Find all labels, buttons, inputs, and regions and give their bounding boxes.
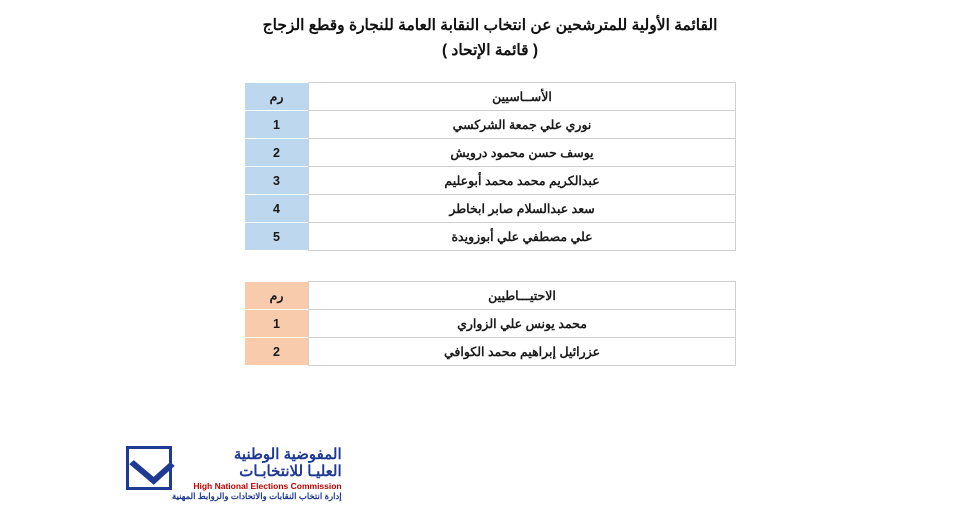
table-row bbox=[245, 223, 736, 251]
column-header-number: رم bbox=[245, 83, 309, 111]
candidate-number: 2 bbox=[245, 139, 309, 167]
commission-logo bbox=[118, 446, 418, 502]
candidate-name: عبدالكريم محمد محمد أبوعليم bbox=[309, 167, 736, 195]
title-secondary: ( قائمة الإتحاد ) bbox=[441, 42, 539, 60]
table-row bbox=[245, 167, 736, 195]
table-row bbox=[245, 139, 736, 167]
table-spacer bbox=[0, 251, 980, 281]
candidate-number: 3 bbox=[245, 167, 309, 195]
table-row bbox=[245, 111, 736, 139]
reserve-candidates-table bbox=[244, 281, 736, 366]
logo-text-block bbox=[172, 446, 342, 502]
table-row bbox=[245, 338, 736, 366]
candidate-number: 4 bbox=[245, 195, 309, 223]
candidate-number: 2 bbox=[245, 338, 309, 366]
tables-container bbox=[0, 82, 980, 366]
table-row bbox=[245, 195, 736, 223]
candidate-name: محمد يونس علي الزواري bbox=[309, 310, 736, 338]
logo-english-line: High National Elections Commission bbox=[193, 480, 342, 491]
page-title bbox=[0, 14, 980, 64]
candidate-name: علي مصطفي علي أبوزويدة bbox=[309, 223, 736, 251]
column-header-name: الأســاسيين bbox=[309, 83, 736, 111]
column-header-name: الاحتيـــاطيين bbox=[309, 282, 736, 310]
table-header-row bbox=[245, 83, 736, 111]
check-stroke-icon bbox=[129, 446, 175, 485]
candidate-number: 1 bbox=[245, 111, 309, 139]
logo-arabic-line-3: إدارة انتخاب النقابات والاتحادات والروابط المهنية bbox=[172, 491, 342, 502]
column-header-number: رم bbox=[245, 282, 309, 310]
candidate-name: يوسف حسن محمود درويش bbox=[309, 139, 736, 167]
candidate-name: عزرائيل إبراهيم محمد الكوافي bbox=[309, 338, 736, 366]
checkmark-box-icon bbox=[126, 446, 172, 490]
title-primary: القائمة الأولية للمترشحين عن انتخاب النقابة العامة للنجارة وقطع الزجاج bbox=[262, 17, 718, 34]
logo-arabic-line-2: العليـا للانتخابـات bbox=[239, 463, 342, 481]
logo-arabic-line-1: المفوضية الوطنية bbox=[233, 446, 342, 464]
candidate-number: 5 bbox=[245, 223, 309, 251]
candidate-number: 1 bbox=[245, 310, 309, 338]
candidate-name: نوري علي جمعة الشركسي bbox=[309, 111, 736, 139]
main-candidates-table bbox=[244, 82, 736, 251]
table-row bbox=[245, 310, 736, 338]
table-header-row bbox=[245, 282, 736, 310]
document-page bbox=[0, 14, 980, 514]
candidate-name: سعد عبدالسلام صابر ابخاطر bbox=[309, 195, 736, 223]
